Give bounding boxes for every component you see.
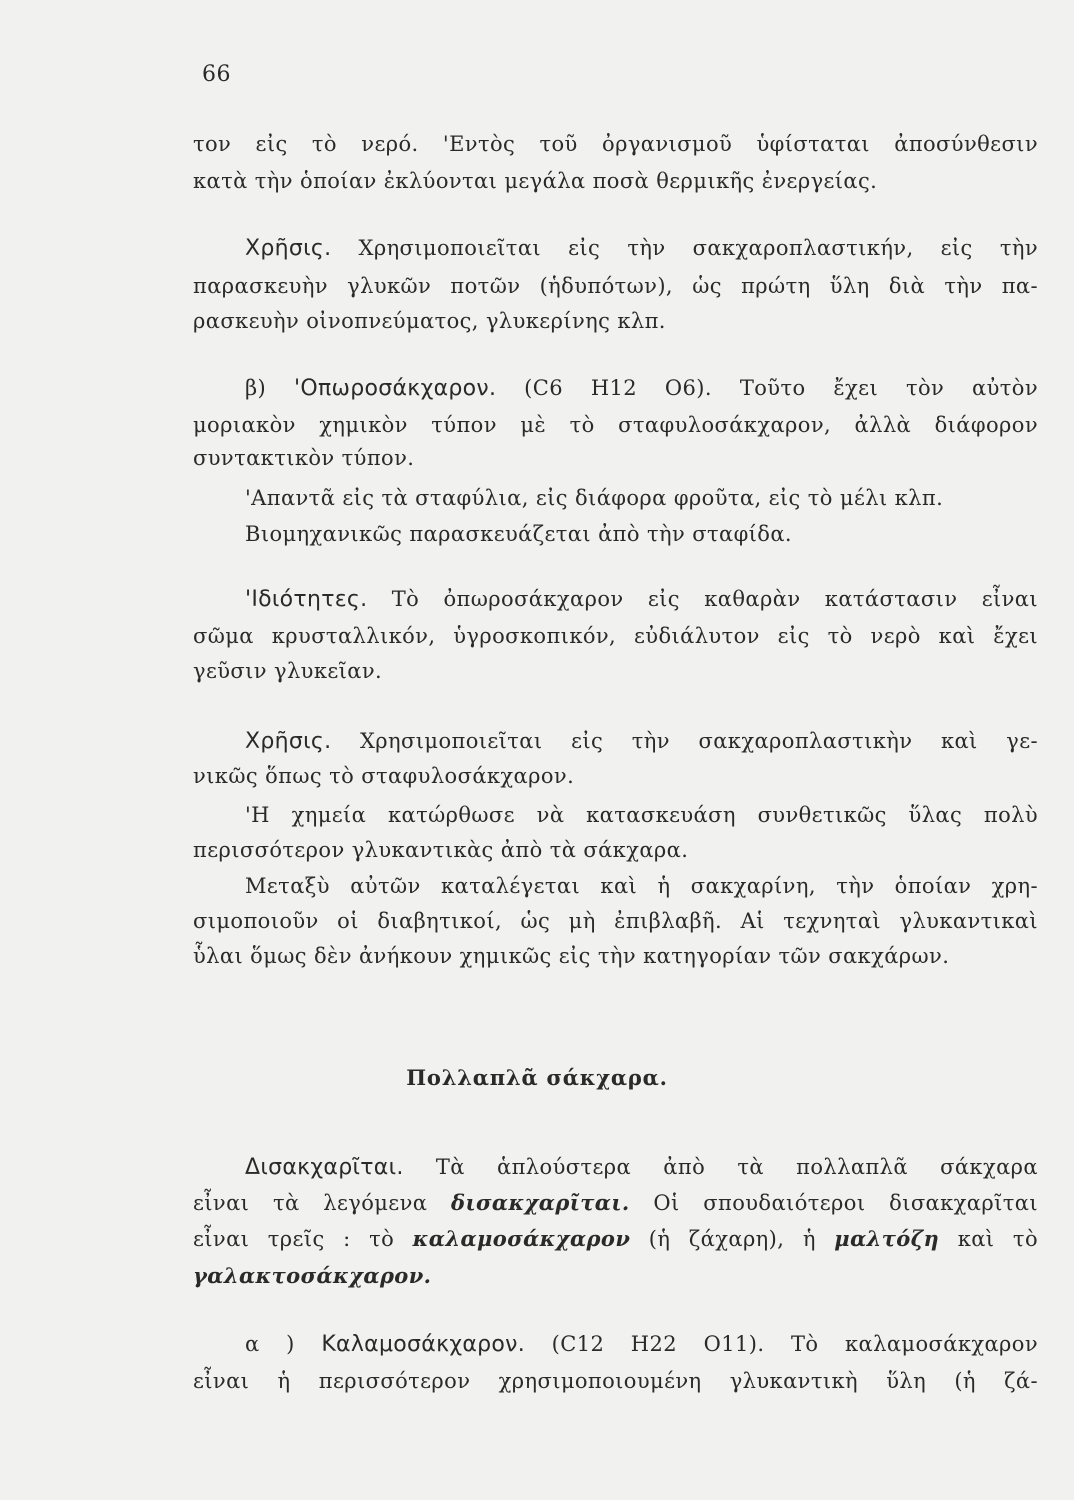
text-span: Τοῦτο ἔχει τὸν αὐτὸν xyxy=(711,376,1039,400)
text-line: παρασκευὴν γλυκῶν ποτῶν (ἡδυπότων), ὡς πρώτη ὕλη διὰ τὴν πα- xyxy=(193,274,1038,298)
paragraph-line xyxy=(245,374,1038,403)
text-span: Χρησιμοποιεῖται εἰς τὴν σακχαροπλαστικήν, εἰς τὴν xyxy=(331,236,1038,260)
emphasis-term: καλαμοσάκχαρον xyxy=(412,1226,631,1251)
text-line: περισσότερον γλυκαντικὰς ἀπὸ τὰ σάκχαρα. xyxy=(193,838,689,862)
text-line: κατὰ τὴν ὁποίαν ἐκλύονται μεγάλα ποσὰ θερμικῆς ἐνεργείας. xyxy=(193,169,878,193)
text-line: 'Η χημεία κατώρθωσε νὰ κατασκευάση συνθετικῶς ὕλας πολὺ xyxy=(245,803,1038,827)
section-heading: Δισακχαρῖται. xyxy=(245,1155,404,1180)
text-span: Χρησιμοποιεῖται εἰς τὴν σακχαροπλαστικὴν καὶ γε- xyxy=(331,729,1038,753)
text-line: συντακτικὸν τύπον. xyxy=(193,446,415,470)
chemical-formula: (C6 H12 O6). xyxy=(496,376,712,400)
chemical-formula: (C12 H22 O11). xyxy=(525,1332,765,1356)
list-marker: α ) xyxy=(245,1332,322,1356)
paragraph-line xyxy=(193,1189,1038,1217)
section-title: Πολλαπλᾶ σάκχαρα. xyxy=(406,1065,668,1090)
text-span: εἶναι τρεῖς : τὸ xyxy=(193,1227,413,1251)
paragraph-line xyxy=(245,727,1038,756)
text-line: 'Απαντᾶ εἰς τὰ σταφύλια, εἰς διάφορα φροῦτα, εἰς τὸ μέλι κλπ. xyxy=(245,486,944,510)
paragraph-line xyxy=(245,585,1038,614)
text-span: Τὰ ἁπλούστερα ἀπὸ τὰ πολλαπλᾶ σάκχαρα xyxy=(403,1155,1038,1179)
section-heading: Καλαμοσάκχαρον. xyxy=(321,1332,526,1357)
page-number: 66 xyxy=(202,62,231,87)
section-heading: Χρῆσις. xyxy=(245,729,332,754)
text-line: τον εἰς τὸ νερό. 'Εντὸς τοῦ ὀργανισμοῦ ὑφίσταται ἀποσύνθεσιν xyxy=(193,132,1038,156)
emphasis-line: γαλακτοσάκχαρον. xyxy=(193,1263,432,1288)
text-span: Οἱ σπουδαιότεροι δισακχαρῖται xyxy=(629,1191,1038,1215)
section-heading: 'Ιδιότητες. xyxy=(245,587,368,612)
emphasis-term: μαλτόζη xyxy=(834,1226,940,1251)
text-span: (ἡ ζάχαρη), ἡ xyxy=(630,1227,835,1251)
text-line: σῶμα κρυσταλλικόν, ὑγροσκοπικόν, εὐδιάλυτον εἰς τὸ νερὸ καὶ ἔχει xyxy=(193,624,1038,648)
text-line: σιμοποιοῦν οἱ διαβητικοί, ὡς μὴ ἐπιβλαβῆ. Αἱ τεχνηταὶ γλυκαντικαὶ xyxy=(193,909,1038,933)
emphasis-term: δισακχαρῖται. xyxy=(451,1190,630,1215)
text-span: Τὸ καλαμοσάκχαρον xyxy=(764,1332,1039,1356)
text-line: ρασκευὴν οἰνοπνεύματος, γλυκερίνης κλπ. xyxy=(193,309,666,333)
text-line: νικῶς ὅπως τὸ σταφυλοσάκχαρον. xyxy=(193,764,575,788)
text-span: Τὸ ὀπωροσάκχαρον εἰς καθαρὰν κατάστασιν εἶναι xyxy=(367,587,1038,611)
paragraph-line xyxy=(245,234,1038,263)
text-line: ὗλαι ὅμως δὲν ἀνήκουν χημικῶς εἰς τὴν κατηγορίαν τῶν σακχάρων. xyxy=(193,944,950,968)
text-line: Βιομηχανικῶς παρασκευάζεται ἀπὸ τὴν σταφίδα. xyxy=(245,522,793,546)
text-line: μοριακὸν χημικὸν τύπον μὲ τὸ σταφυλοσάκχαρον, ἀλλὰ διάφορον xyxy=(193,413,1038,437)
paragraph-line xyxy=(193,1225,1038,1253)
text-span: καὶ τὸ xyxy=(939,1227,1038,1251)
text-line: Μεταξὺ αὐτῶν καταλέγεται καὶ ἡ σακχαρίνη, τὴν ὁποίαν χρη- xyxy=(245,874,1038,898)
section-heading: 'Οπωροσάκχαρον. xyxy=(294,376,497,401)
text-line: γεῦσιν γλυκεῖαν. xyxy=(193,659,383,683)
paragraph-line xyxy=(245,1153,1038,1182)
section-heading: Χρῆσις. xyxy=(245,236,332,261)
text-span: εἶναι τὰ λεγόμενα xyxy=(193,1191,452,1215)
paragraph-line xyxy=(245,1330,1038,1359)
text-line: εἶναι ἡ περισσότερον χρησιμοποιουμένη γλυκαντικὴ ὕλη (ἡ ζά- xyxy=(193,1369,1038,1393)
list-marker: β) xyxy=(245,376,294,400)
